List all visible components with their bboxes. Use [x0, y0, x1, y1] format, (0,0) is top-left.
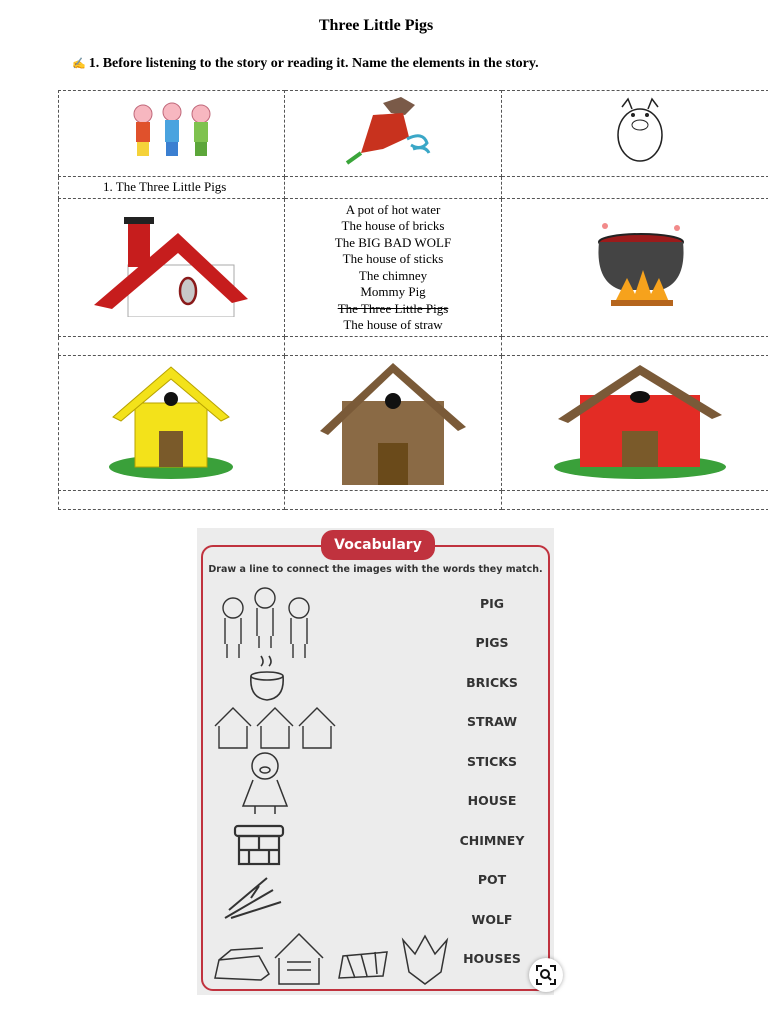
- vocab-word: STRAW: [466, 714, 518, 729]
- pencil-icon: ✍: [72, 58, 86, 70]
- vocab-word: PIG: [479, 596, 505, 611]
- vocabulary-worksheet: [197, 528, 554, 995]
- blank-cell: [502, 337, 768, 356]
- vocabulary-instruction: Draw a line to connect the images with the words they match.: [208, 564, 543, 575]
- wolf-image-cell: [285, 91, 502, 177]
- pot-on-fire-icon: [585, 220, 695, 310]
- label-cell-2: [285, 177, 502, 199]
- vocab-word: HOUSE: [467, 793, 517, 808]
- pig-outline-icon: [237, 750, 293, 816]
- blank-cell: [285, 337, 502, 356]
- word-bank-item: The BIG BAD WOLF: [334, 234, 452, 250]
- pot-outline-icon: [245, 654, 289, 704]
- vocab-word: BRICKS: [466, 675, 518, 690]
- blank-cell: [285, 491, 502, 510]
- sticks-outline-icon: [221, 872, 285, 922]
- straw-house-icon: [107, 359, 237, 483]
- pot-image-cell: [502, 199, 768, 337]
- instruction: ✍ 1. Before listening to the story or reading it. Name the elements in the story.: [72, 56, 539, 71]
- search-icon: [535, 964, 557, 986]
- blank-cell: [59, 491, 285, 510]
- wolf-icon: [343, 93, 443, 169]
- label-cell-1: 1. The Three Little Pigs: [59, 177, 285, 199]
- word-bank-item: A pot of hot water: [345, 201, 441, 217]
- vocabulary-header: Vocabulary: [321, 530, 435, 560]
- blank-cell: [502, 491, 768, 510]
- mommy-pig-image-cell: [502, 91, 768, 177]
- word-bank-item: The chimney: [358, 267, 428, 283]
- brick-house-image-cell: [502, 356, 768, 491]
- word-bank-item-struck: The Three Little Pigs: [337, 300, 449, 316]
- vocab-word: CHIMNEY: [459, 833, 525, 848]
- page-title: Three Little Pigs: [318, 17, 434, 34]
- word-bank-item: Mommy Pig: [360, 284, 426, 299]
- brick-house-icon: [550, 359, 730, 483]
- word-bank-item: The house of straw: [343, 317, 443, 332]
- label-cell-3: [502, 177, 768, 199]
- stick-house-icon: [318, 357, 468, 485]
- word-bank-item: The house of bricks: [341, 218, 445, 233]
- chimney-house-icon: [92, 213, 252, 317]
- blank-cell: [59, 337, 285, 356]
- vocab-word: POT: [477, 872, 507, 887]
- vocab-word: STICKS: [466, 754, 518, 769]
- three-pigs-image-cell: [59, 91, 285, 177]
- elements-table: [58, 90, 768, 510]
- word-bank-cell: [285, 199, 502, 337]
- three-houses-outline-icon: [213, 704, 341, 750]
- straw-house-image-cell: [59, 356, 285, 491]
- three-pigs-outline-icon: [217, 586, 317, 660]
- vocab-word: HOUSES: [463, 951, 521, 966]
- vocab-word: WOLF: [471, 912, 513, 927]
- three-pigs-icon: [127, 100, 217, 162]
- bricks-straw-house-wolf-outline-icon: [211, 926, 451, 986]
- chimney-outline-icon: [231, 822, 287, 868]
- zoom-button[interactable]: [529, 958, 563, 992]
- vocab-word: PIGS: [475, 635, 509, 650]
- chimney-image-cell: [59, 199, 285, 337]
- word-bank-item: The house of sticks: [342, 251, 444, 266]
- stick-house-image-cell: [285, 356, 502, 491]
- mommy-pig-icon: [608, 95, 672, 167]
